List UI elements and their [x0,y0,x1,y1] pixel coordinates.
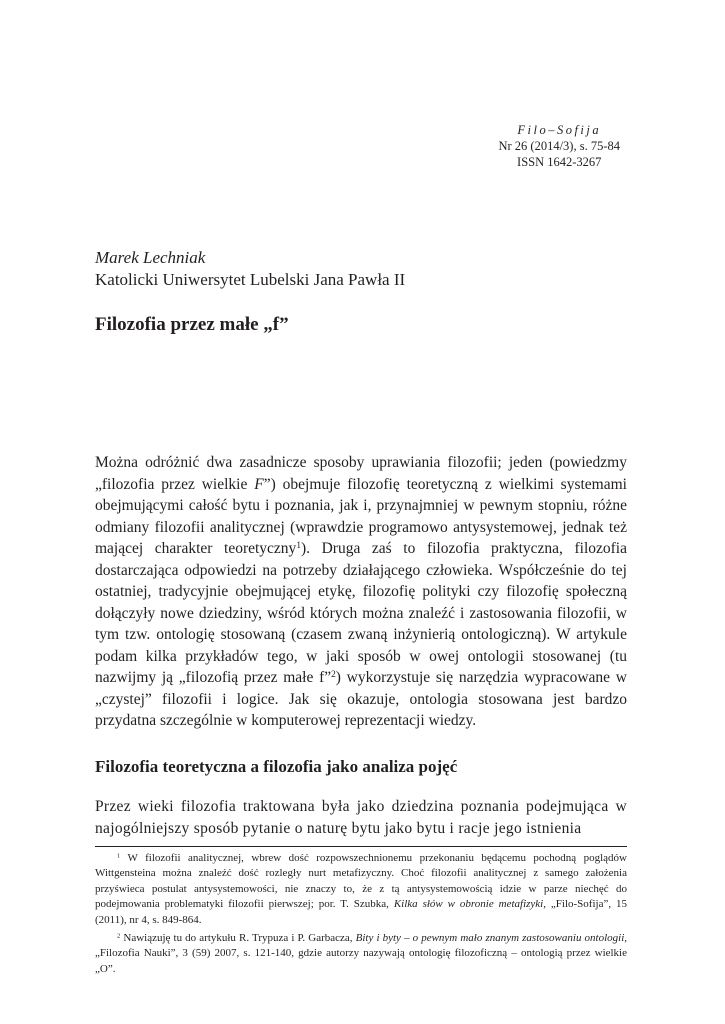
abstract [95,452,627,732]
abstract-text-2: ”) obejmuje filozofię teoretyczną z wielkimi systemami obejmującymi całość bytu i poznania, jak i, przynajmniej w pewnym stopniu, różne odmiany filozofii analitycznej (wprawdzie programowo antysystemowej, jednak też mającej charakter teoretyczny [95,475,627,557]
footnote-ref-1[interactable]: 1 [296,540,301,551]
author-affiliation: Katolicki Uniwersytet Lubelski Jana Pawła II [95,270,406,289]
section-body-text: Przez wieki filozofia traktowana była jako dziedzina poznania podejmująca w najogólniejszy sposób pytanie o naturę bytu jako bytu i racje jego istnienia [95,798,627,837]
journal-header [498,122,620,170]
footnote-2-italic: Bity i byty – o pewnym mało znanym zastosowaniu ontologii [355,932,625,945]
footnote-1-number: 1 [117,852,121,860]
journal-issue: Nr 26 (2014/3), s. 75-84 [498,139,620,153]
footnote-2-text: Nawiązuję tu do artykułu R. Trypuza i P. Garbacza, [123,932,356,945]
footnote-ref-2[interactable]: 2 [331,669,336,680]
footnote-1-text: W filozofii analitycznej, wbrew dość rozpowszechnionemu przekonaniu będącemu pochodną poglądów Wittgensteina można znaleźć dość rozległy nurt metafizyczny. Choć filozofii analitycznej z samego założenia przyświeca postulat antysystemowości, nie znaczy to, że z tą antysystemowością idzie w parze niechęć do podejmowania problematyki filozofii pierwszej; por. T. Szubka, [95,852,627,911]
footnote-2-number: 2 [117,932,121,940]
article-title: Filozofia przez małe „f” [95,314,289,335]
footnote-1 [95,851,627,928]
abstract-text-4: ) wykorzystuje się narzędzia wypracowane w „czystej” filozofii i logice. Jak się okazuje, ontologia stosowana jest bardzo przydatna szczególnie w komputerowej reprezentacji wiedzy. [95,669,627,729]
footnote-1-rest: , „Filo-Sofija”, 15 (2011), nr 4, s. 849-864. [95,898,627,926]
journal-issn: ISSN 1642-3267 [517,155,602,169]
footnote-1-italic: Kilka słów w obronie metafizyki [393,898,544,911]
journal-name: Filo–Sofija [517,123,602,137]
footnote-divider [95,846,627,847]
footnotes [95,851,627,980]
footnote-2-rest: , „Filozofia Nauki”, 3 (59) 2007, s. 121-140, gdzie autorzy nazywają ontologię filozoficzną – ontologią przez wielkie „O”. [95,932,628,975]
author-block [95,247,405,291]
abstract-big-f: F [254,475,264,493]
abstract-text-1: Można odróżnić dwa zasadnicze sposoby uprawiania filozofii; jeden (powiedzmy „filozofia przez wielkie [95,454,627,493]
footnote-2 [95,931,627,977]
section-heading: Filozofia teoretyczna a filozofia jako analiza pojęć [95,757,458,776]
abstract-text-3: ). Druga zaś to filozofia praktyczna, filozofia dostarczająca odpowiedzi na potrzeby działającego człowieka. Współcześnie do tej ostatniej, tradycyjnie obejmującej etykę, filozofię polityki czy filozofię społeczną dołączyły nowe dziedziny, wśród których można znaleźć i zastosowania filozofii, w tym tzw. ontologię stosowaną (czasem zwaną inżynierią ontologiczną). W artykule podam kilka przykładów tego, w jaki sposób w owej ontologii stosowanej (tu nazwijmy ją „filozofią przez małe f” [95,540,627,686]
author-name: Marek Lechniak [95,248,206,267]
